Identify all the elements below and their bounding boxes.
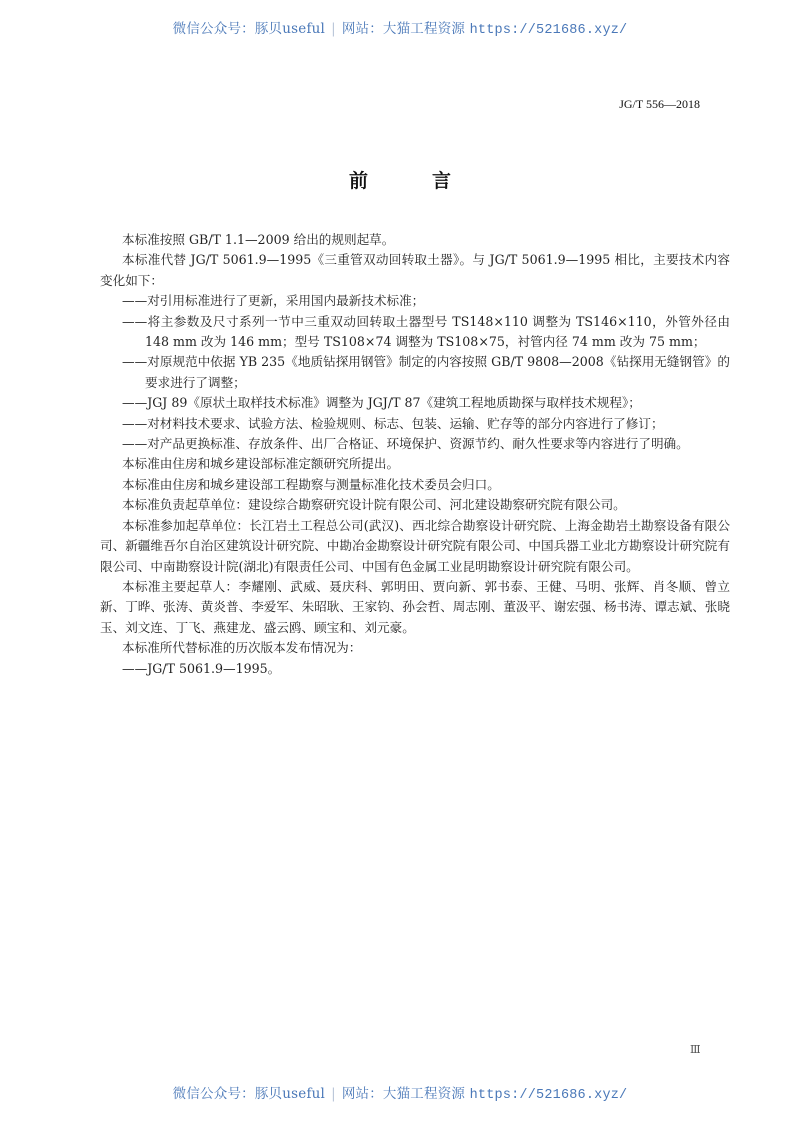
paragraph-main-drafters: 本标准主要起草人：李耀刚、武威、聂庆科、郭明田、贾向新、郭书泰、王健、马明、张辉、肖冬顺、曾立新、丁晔、张涛、黄炎普、李爱军、朱昭耿、王家钧、孙会哲、周志刚、董汲平、谢宏强、杨书涛、谭志斌、张晓玉、刘文连、丁飞、燕建龙、盛云鸥、顾宝和、刘元豪。 bbox=[100, 578, 730, 635]
watermark-url[interactable]: https://521686.xyz/ bbox=[469, 1088, 628, 1103]
title-char-2: 言 bbox=[432, 170, 452, 192]
paragraph-history: 本标准所代替标准的历次版本发布情况为： bbox=[122, 640, 362, 656]
change-item-product: ——对产品更换标准、存放条件、出厂合格证、环境保护、资源节约、耐久性要求等内容进行了明确。 bbox=[122, 436, 689, 452]
paragraph-drafting-rules: 本标准按照 GB/T 1.1—2009 给出的规则起草。 bbox=[122, 232, 395, 247]
watermark-top bbox=[0, 17, 800, 38]
paragraph-replaces: 本标准代替 JG/T 5061.9—1995《三重管双动回转取土器》。与 JG/T 5061.9—1995 相比，主要技术内容变化如下： bbox=[100, 252, 730, 288]
page-number: Ⅲ bbox=[690, 1044, 701, 1056]
history-item: ——JG/T 5061.9—1995。 bbox=[122, 660, 281, 676]
paragraph-under-jurisdiction: 本标准由住房和城乡建设部工程勘察与测量标准化技术委员会归口。 bbox=[122, 476, 500, 492]
watermark-site: 网站：大猫工程资源 bbox=[341, 21, 466, 37]
change-item-models: ——将主参数及尺寸系列一节中三重双动回转取土器型号 TS148×110 调整为 TS146×110，外管外径由 148 mm 改为 146 mm；型号 TS108×74 调整为 TS108×75，衬管内径 74 mm 改为 75 mm； bbox=[122, 313, 730, 350]
change-item-steel-pipe: ——对原规范中依据 YB 235《地质钻探用钢管》制定的内容按照 GB/T 9808—2008《钻探用无缝钢管》的要求进行了调整； bbox=[122, 354, 730, 390]
title-char-1: 前 bbox=[348, 170, 368, 192]
page-title bbox=[0, 166, 800, 193]
paragraph-participating-units: 本标准参加起草单位：长江岩土工程总公司(武汉)、西北综合勘察设计研究院、上海金勘岩土勘察设备有限公司、新疆维吾尔自治区建筑设计研究院、中勘冶金勘察设计研究院有限公司、中国兵器工业北方勘察设计研究院有限公司、中南勘察设计院(湖北)有限责任公司、中国有色金属工业昆明勘察设计研究院有限公司。 bbox=[100, 517, 730, 574]
watermark-separator: | bbox=[331, 1086, 336, 1102]
standard-code: JG/T 556—2018 bbox=[619, 97, 700, 111]
watermark-bottom bbox=[0, 1082, 800, 1103]
paragraph-lead-drafters: 本标准负责起草单位：建设综合勘察研究设计院有限公司、河北建设勘察研究院有限公司。 bbox=[122, 497, 626, 513]
change-item-jgj: ——JGJ 89《原状土取样技术标准》调整为 JGJ/T 87《建筑工程地质勘探与取样技术规程》； bbox=[122, 395, 641, 411]
watermark-wechat: 微信公众号：豚贝useful bbox=[172, 21, 326, 37]
watermark-url[interactable]: https://521686.xyz/ bbox=[469, 23, 628, 38]
change-item-references: ——对引用标准进行了更新，采用国内最新技术标准； bbox=[122, 293, 425, 309]
watermark-wechat: 微信公众号：豚贝useful bbox=[172, 1086, 326, 1102]
foreword-body bbox=[100, 230, 730, 679]
paragraph-proposed-by: 本标准由住房和城乡建设部标准定额研究所提出。 bbox=[122, 456, 400, 472]
watermark-site: 网站：大猫工程资源 bbox=[341, 1086, 466, 1102]
change-item-materials: ——对材料技术要求、试验方法、检验规则、标志、包装、运输、贮存等的部分内容进行了修订； bbox=[122, 415, 664, 431]
watermark-separator: | bbox=[331, 21, 336, 37]
